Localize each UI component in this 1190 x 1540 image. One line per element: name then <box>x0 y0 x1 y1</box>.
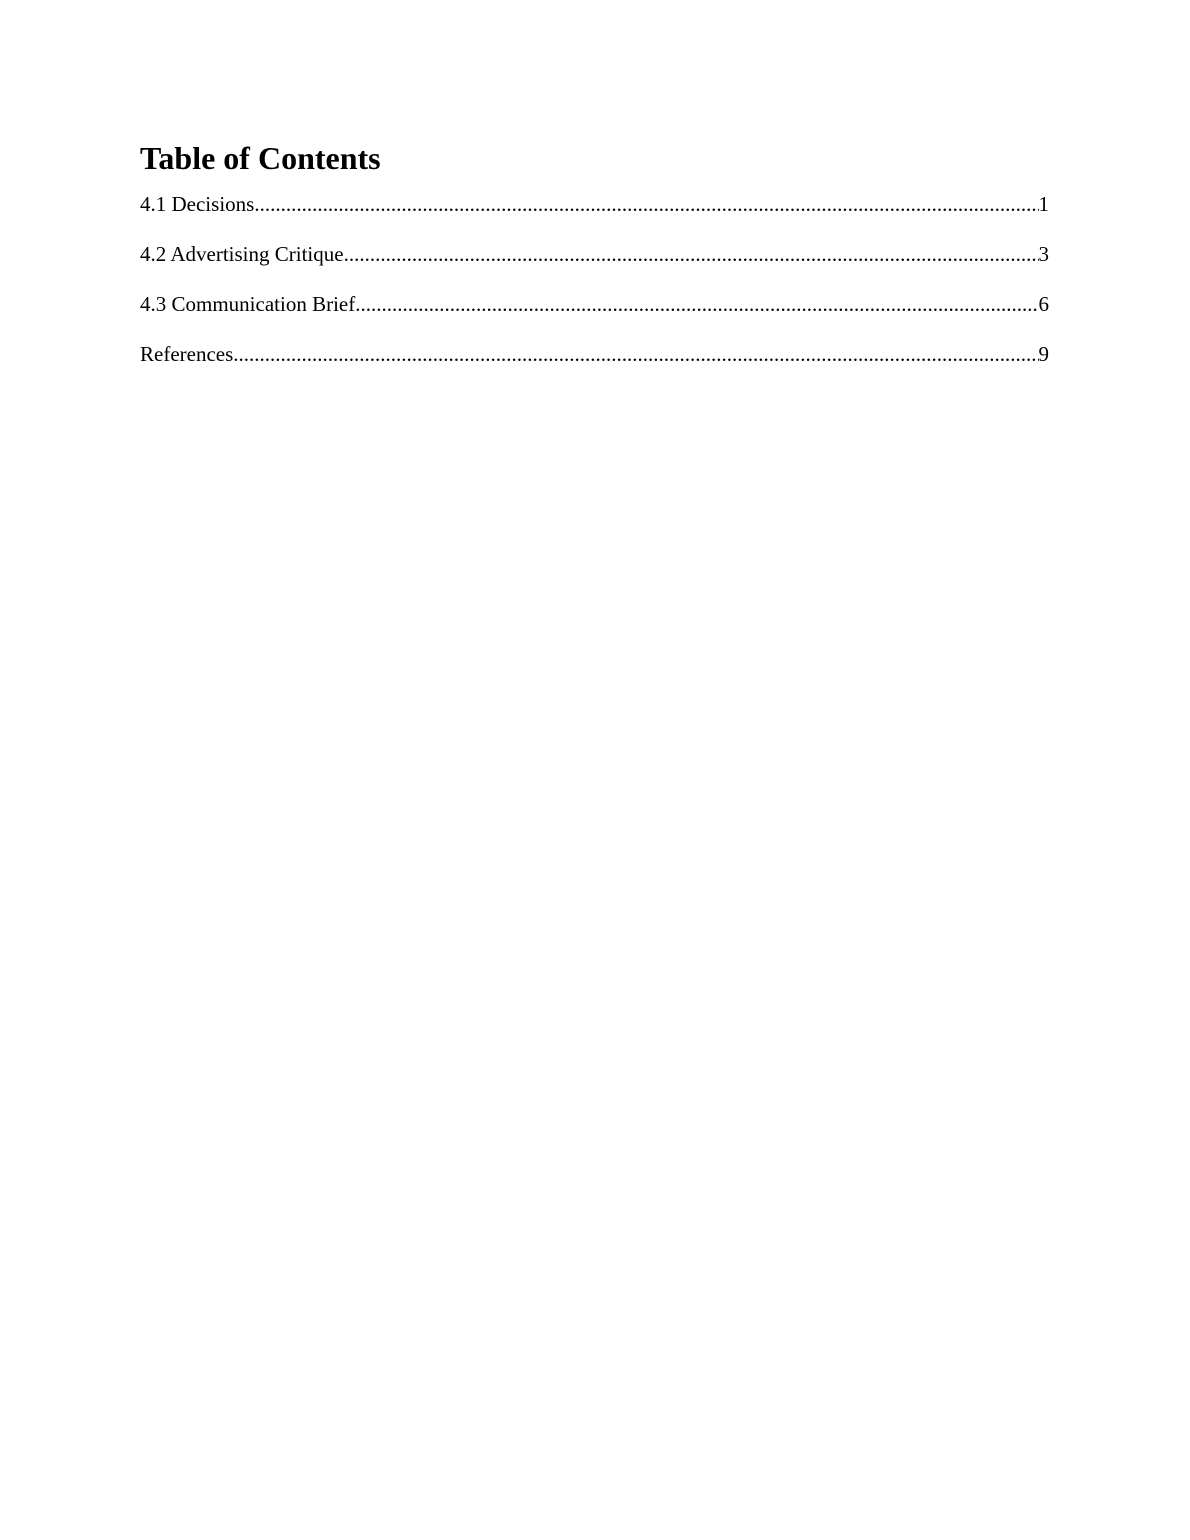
toc-entry-communication-brief[interactable] <box>140 292 1049 342</box>
toc-dot-leader <box>344 242 1039 266</box>
toc-dot-leader <box>233 342 1038 366</box>
toc-entry-advertising-critique[interactable] <box>140 242 1049 292</box>
toc-entry-label: 4.3 Communication Brief <box>140 292 356 316</box>
toc-page-number: 1 <box>1038 192 1049 216</box>
toc-page-number: 9 <box>1038 342 1049 366</box>
toc-list <box>140 192 1049 392</box>
toc-page-number: 3 <box>1038 242 1049 266</box>
toc-page-number: 6 <box>1038 292 1049 316</box>
toc-entry-label: 4.1 Decisions <box>140 192 255 216</box>
toc-dot-leader <box>355 292 1038 316</box>
toc-dot-leader <box>254 192 1038 216</box>
table-of-contents <box>140 138 1049 392</box>
toc-entry-references[interactable] <box>140 342 1049 392</box>
toc-entry-label: References <box>140 342 234 366</box>
toc-entry-decisions[interactable] <box>140 192 1049 242</box>
toc-title: Table of Contents <box>140 140 381 176</box>
toc-entry-label: 4.2 Advertising Critique <box>140 242 344 266</box>
